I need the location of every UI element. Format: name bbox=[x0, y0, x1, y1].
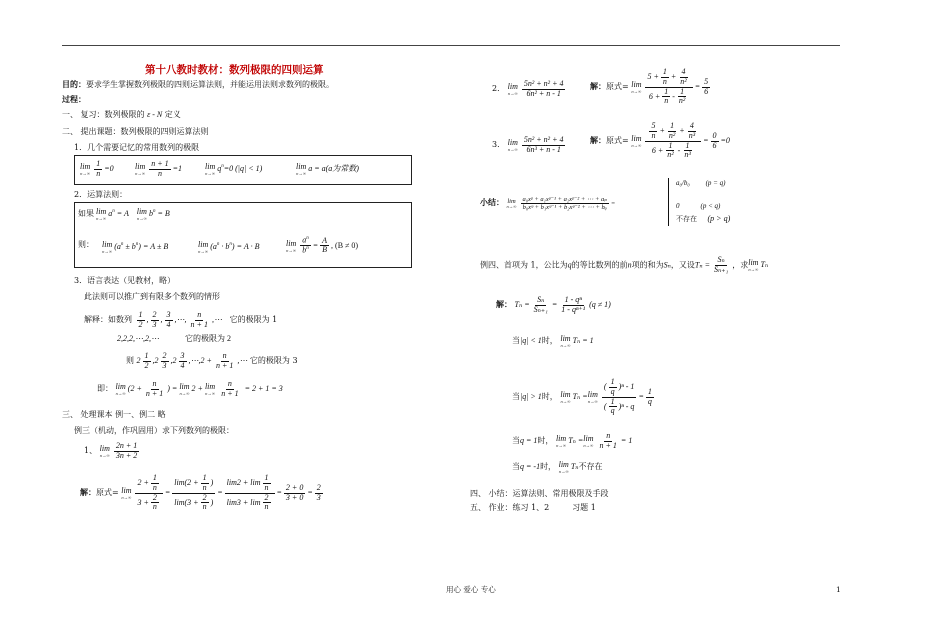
problem-1-solution: 解：原式= lim n→∞ 2 + $\frac{1}{n}$ 3 + $\frac{2}{n}$ = lim(2 + $\frac{1}{n}$ ) lim(3 + $\frac{2}{n}$ ) = lim2 + lim $\frac{1}{n}$ lim3 + lim $\frac{2}{n}$ = $\frac{2 + 0}{3 + 0}$ = $\frac{2}{3}$ bbox=[80, 473, 321, 512]
section-1-tail: 定义 bbox=[164, 110, 181, 119]
example-seq-1: 解释：如数列 $\frac{1}{2}$ , $\frac{2}{3}$ , $\frac{3}{4}$ ,⋯, $\frac{n}{n + 1}$ ,⋯ 它的极限为 1 bbox=[84, 310, 278, 329]
example-seq-2: 2,2,2,⋯,2,⋯ 它的极限为 2 bbox=[117, 334, 231, 343]
top-rule bbox=[62, 45, 840, 46]
rule-then: 则： bbox=[78, 240, 94, 249]
section-2-1: 1．几个需要记忆的常用数列的极限 bbox=[74, 143, 200, 152]
problem-1: 1、 lim n→∞ $\frac{2n + 1}{3n + 2}$ bbox=[84, 441, 138, 460]
example-4: 例四、首项为 1，公比为q的等比数列的前n项的和为Sₙ，又设Tₙ = $\frac{\text{Sₙ}}{\text{Sₙ₊₁}}$ ，求 lim n→∞ Tₙ bbox=[480, 255, 769, 274]
rule-quotient: lim n→∞ $\frac{a^n}{b^n}$ = $\frac{A}{B}$ , (B ≠ 0) bbox=[286, 235, 359, 256]
summary-brace bbox=[668, 178, 669, 226]
section-1 bbox=[62, 110, 181, 120]
section-2-2: 2．运算法则： bbox=[74, 190, 128, 199]
epsilon-n: ε - N bbox=[147, 110, 163, 119]
process-label: 过程： bbox=[62, 94, 86, 104]
summary-case-3: 不存在 (p > q) bbox=[676, 214, 731, 223]
goal-text: 要求学生掌握数列极限的四则运算法则，并能运用法则求数列的极限。 bbox=[86, 80, 334, 89]
section-5: 五、 作业：练习 1、2 习题 1 bbox=[470, 503, 596, 512]
common-limit-4: lim n→∞ a = a(a为常数) bbox=[296, 162, 359, 176]
common-limit-3: lim n→∞ $q^n=0$ (|q| < 1) bbox=[205, 162, 263, 176]
example-4-solution: 解： Tₙ = $\frac{\text{Sₙ}}{\text{Sₙ₊₁}}$ = $\frac{\text{1 - qⁿ}}{\text{1 - qⁿ⁺¹}}$ (q ≠ 1) bbox=[496, 295, 611, 314]
page-number: 1 bbox=[836, 585, 841, 594]
example-3: 例三（机动，作巩固用）求下列数列的极限： bbox=[74, 426, 234, 435]
section-1-text: 一、 复习：数列极限的 bbox=[62, 110, 145, 119]
case-3: 当q = 1时， lim n→∞ Tₙ = lim n→∞ $\frac{n}{n + 1}$ = 1 bbox=[512, 431, 633, 450]
case-2: 当|q| > 1时， lim n→∞ Tₙ = lim n→∞ ( $\frac{1}{q}$ )ⁿ - 1 ( $\frac{1}{q}$ )ⁿ - q = $\frac{1}{q}$ bbox=[512, 377, 652, 416]
summary-formula: 小结： lim n→∞ $\frac{\text{a₀xᵖ + a₁xᵖ⁻¹ + a₂xᵖ⁻² + ⋯ + aₚ}}{\text{b₀xᵠ + b₁xᵠ⁻¹ + b₂xᵠ⁻² + ⋯ + bᵩ}}$ = bbox=[480, 196, 616, 212]
section-2: 二、 提出课题：数列极限的四则运算法则 bbox=[62, 127, 209, 136]
problem-3: 3． lim n→∞ $\frac{\text{5n² + n² + 4}}{\text{6n³ + n - 1}}$ bbox=[492, 135, 564, 154]
example-seq-3: 则 2 $\frac{1}{2}$ ,2 $\frac{2}{3}$ ,2 $\frac{3}{4}$ ,⋯,2 + $\frac{n}{n + 1}$ ,⋯ 它的极限为 3 bbox=[126, 351, 298, 370]
page-title: 第十八教时教材：数列极限的四则运算 bbox=[145, 64, 324, 76]
section-2-3: 3．语言表达（见教材，略） bbox=[74, 276, 176, 285]
example-sum: 即： lim n→∞ (2 + $\frac{n}{n + 1}$ ) = lim n→∞ 2 + lim n→∞ $\frac{n}{n + 1}$ = 2 + 1 = 3 bbox=[97, 379, 283, 398]
page-footer: 用心 爱心 专心 bbox=[446, 585, 496, 594]
summary-case-1: a₀/b₀ (p = q) bbox=[676, 179, 726, 187]
rule-product: lim n→∞ $(a^n \cdot b^n) = A \cdot B$ bbox=[198, 240, 260, 254]
rule-sum: lim n→∞ $(a^n \pm b^n) = A \pm B$ bbox=[102, 240, 169, 254]
goal-line bbox=[62, 80, 334, 90]
problem-3-solution: 解：原式= lim n→∞ $\frac{5}{n}$ + $\frac{1}{\text{n²}}$ + $\frac{4}{\text{n³}}$ 6 + $\frac{1}{\text{n²}}$ - $\frac{1}{\text{n³}}$ = $\frac{0}{6}$ =0 bbox=[590, 121, 730, 160]
section-4: 四、 小结：运算法则、常用极限及手段 bbox=[470, 489, 609, 498]
problem-2-solution: 解：原式= lim n→∞ 5 + $\frac{1}{n}$ + $\frac{4}{\text{n²}}$ 6 + $\frac{1}{n}$ - $\frac{1}{\text{n²}}$ = $\frac{5}{6}$ bbox=[590, 67, 709, 106]
common-limit-1: lim n→∞ $\frac{1}{n}$ =0 bbox=[80, 159, 114, 178]
summary-case-2: 0 (p < q) bbox=[676, 202, 721, 210]
case-1: 当|q| < 1时， lim n→∞ Tₙ = 1 bbox=[512, 334, 594, 348]
problem-2: 2． lim n→∞ $\frac{\text{5n² + n² + 4}}{\text{6n² + n - 1}}$ bbox=[492, 79, 564, 98]
rule-if: 如果 lim n→∞ $a^n = A$ lim n→∞ $b^n = B$ bbox=[78, 207, 170, 221]
case-4: 当q = -1时， lim n→∞ Tₙ不存在 bbox=[512, 460, 603, 474]
extension-note: 此法则可以推广到有限多个数列的情形 bbox=[84, 292, 220, 301]
section-3: 三、 处理课本 例一、例二 略 bbox=[62, 410, 166, 419]
goal-label: 目的： bbox=[62, 79, 86, 89]
common-limit-2: lim n→∞ $\frac{n + 1}{n}$ =1 bbox=[135, 159, 183, 178]
